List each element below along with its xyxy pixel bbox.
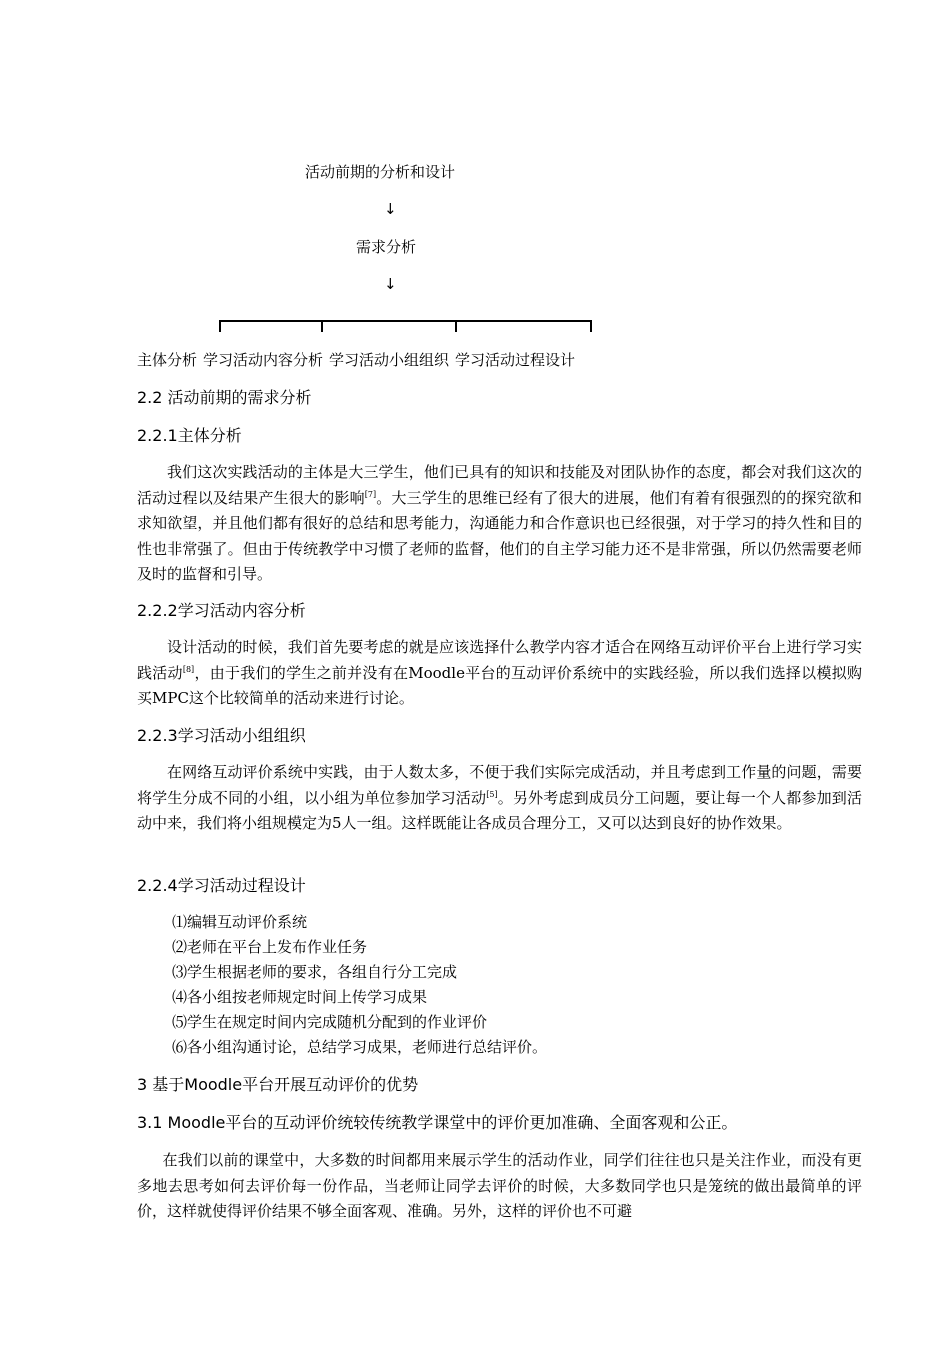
diagram-middle-node: 需求分析 (356, 238, 417, 256)
branch-label: 学习活动过程设计 (455, 351, 576, 369)
paragraph-subject-analysis: 我们这次实践活动的主体是大三学生，他们已具有的知识和技能及对团队协作的态度，都会对我们这次的活动过程以及结果产生很大的影响[7]。大三学生的思维已经有了很大的进展，他们有着有很强烈的的探究欲和求知欲望，并且他们都有很好的总结和思考能力，沟通能力和合作意识也已经很强，对于学习的持久性和目的性也非常强了。但由于传统教学中习惯了老师的监督，他们的自主学习能力还不是非常强，所以仍然需要老师及时的监督和引导。 (137, 463, 862, 583)
paragraph-group-organization: 在网络互动评价系统中实践，由于人数太多，不便于我们实际完成活动，并且考虑到工作量的问题，需要将学生分成不同的小组，以小组为单位参加学习活动[5]。另外考虑到成员分工问题，要让每一个人都参加到活动中来，我们将小组规模定为5人一组。这样既能让各成员合理分工，又可以达到良好的协作效果。 (137, 763, 862, 832)
section-heading-3-1: 3.1 Moodle平台的互动评价统较传统教学课堂中的评价更加准确、全面客观和公正。 (137, 1113, 738, 1132)
section-heading-3: 3 基于Moodle平台开展互动评价的优势 (137, 1075, 419, 1094)
down-arrow-icon: ↓ (384, 275, 397, 293)
list-item: ⑹各小组沟通讨论，总结学习成果，老师进行总结评价。 (172, 1038, 548, 1056)
paragraph-content-analysis: 设计活动的时候，我们首先要考虑的就是应该选择什么教学内容才适合在网络互动评价平台上进行学习实践活动[8]，由于我们的学生之前并没有在Moodle平台的互动评价系统中的实践经验，所以我们选择以模拟购买MPC这个比较简单的活动来进行讨论。 (137, 638, 862, 707)
paragraph-advantages: 在我们以前的课堂中，大多数的时间都用来展示学生的活动作业，同学们往往也只是关注作业，而没有更多地去思考如何去评价每一份作品，当老师让同学去评价的时候，大多数同学也只是笼统的做出最简单的评价，这样就使得评价结果不够全面客观、准确。另外，这样的评价也不可避 (137, 1151, 862, 1220)
list-item: ⑸学生在规定时间内完成随机分配到的作业评价 (172, 1013, 488, 1031)
citation-ref: [8] (182, 664, 195, 674)
branch-label: 主体分析 (137, 351, 198, 369)
branch-label: 学习活动内容分析 (203, 351, 324, 369)
list-item: ⑶学生根据老师的要求，各组自行分工完成 (172, 963, 458, 981)
down-arrow-icon: ↓ (384, 200, 397, 218)
section-heading-2-2-2: 2.2.2学习活动内容分析 (137, 601, 306, 620)
section-heading-2-2-4: 2.2.4学习活动过程设计 (137, 876, 306, 895)
list-item: ⑵老师在平台上发布作业任务 (172, 938, 368, 956)
diagram-branch-labels (137, 350, 581, 370)
diagram-top-node: 活动前期的分析和设计 (305, 163, 456, 181)
section-heading-2-2-1: 2.2.1主体分析 (137, 426, 242, 445)
citation-ref: [7] (364, 489, 377, 499)
list-item: ⑴编辑互动评价系统 (172, 913, 308, 931)
diagram-branch-connector (215, 316, 595, 336)
citation-ref: [5] (486, 789, 498, 799)
section-heading-2-2: 2.2 活动前期的需求分析 (137, 388, 312, 407)
branch-label: 学习活动小组组织 (329, 351, 450, 369)
section-heading-2-2-3: 2.2.3学习活动小组组织 (137, 726, 306, 745)
list-item: ⑷各小组按老师规定时间上传学习成果 (172, 988, 428, 1006)
